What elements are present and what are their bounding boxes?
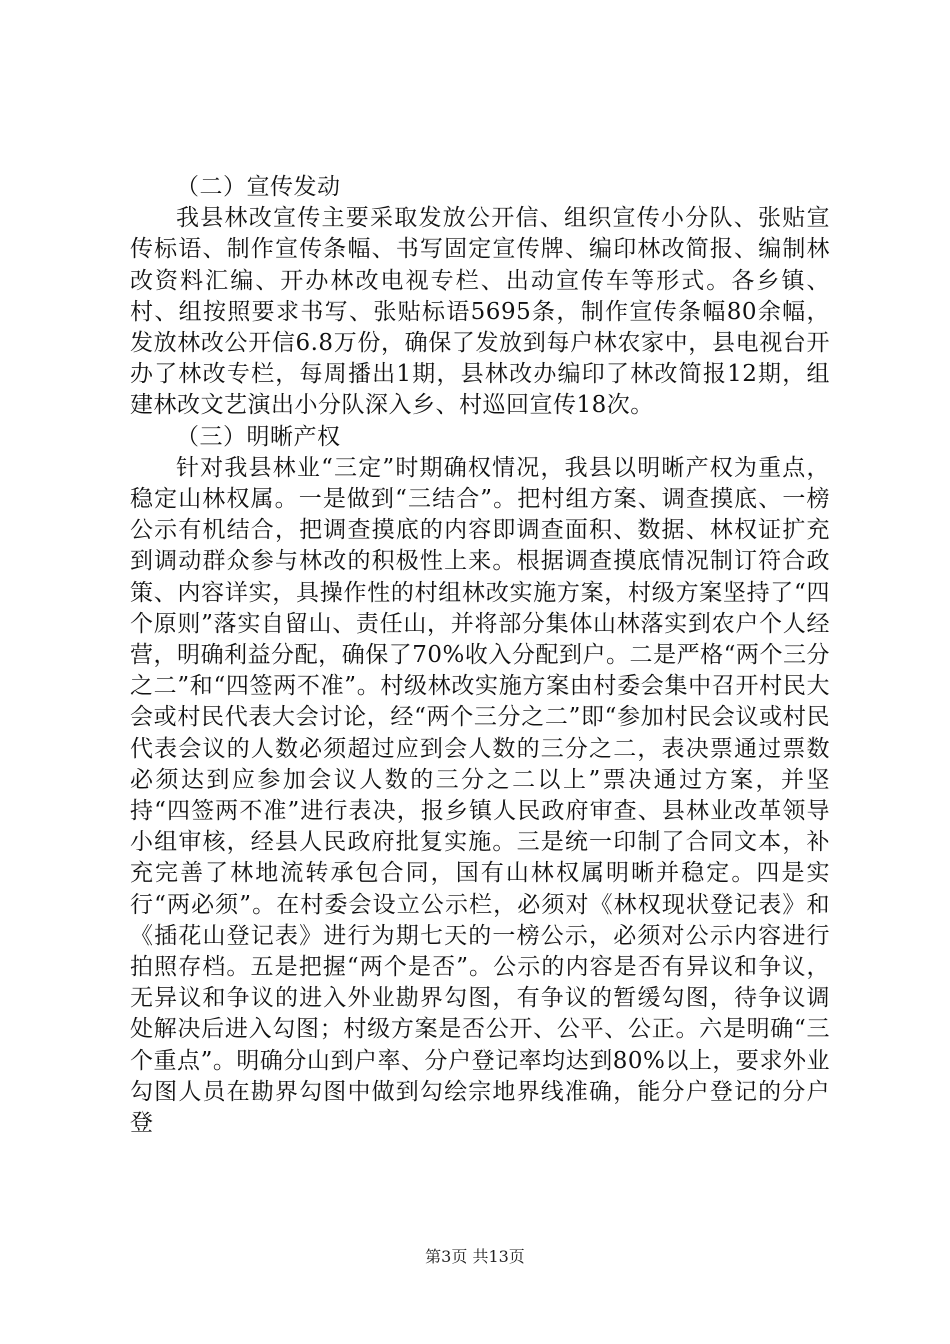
document-body xyxy=(130,172,830,1139)
page-number-footer: 第3页 共13页 xyxy=(425,1247,525,1266)
section-heading-property-rights: （三）明晰产权 xyxy=(176,423,341,450)
section-paragraph-property-rights: 针对我县林业“三定”时期确权情况，我县以明晰产权为重点，稳定山林权属。一是做到“三结合”。把村组方案、调查摸底、一榜公示有机结合，把调查摸底的内容即调查面积、数据、林权证扩充到调动群众参与林改的积极性上来。根据调查摸底情况制订符合政策、内容详实，具操作性的村组林改实施方案，村级方案坚持了“四个原则”落实自留山、责任山，并将部分集体山林落实到农户个人经营，明确利益分配，确保了70%收入分配到户。二是严格“两个三分之二”和“四签两不准”。村级林改实施方案由村委会集中召开村民大会或村民代表大会讨论，经“两个三分之二”即“参加村民会议或村民代表会议的人数必须超过应到会人数的三分之二，表决票通过票数必须达到应参加会议人数的三分之二以上”票决通过方案，并坚持“四签两不准”进行表决，报乡镇人民政府审查、县林业改革领导小组审核，经县人民政府批复实施。三是统一印制了合同文本，补充完善了林地流转承包合同，国有山林权属明晰并稳定。四是实行“两必须”。在村委会设立公示栏，必须对《林权现状登记表》和《插花山登记表》进行为期七天的一榜公示，必须对公示内容进行拍照存档。五是把握“两个是否”。公示的内容是否有异议和争议，无异议和争议的进入外业勘界勾图，有争议的暂缓勾图，待争议调处解决后进入勾图；村级方案是否公开、公平、公正。六是明确“三个重点”。明确分山到户率、分户登记率均达到80%以上，要求外业勾图人员在勘界勾图中做到勾绘宗地界线准确，能分户登记的分户登 xyxy=(130,454,830,1137)
section-paragraph-publicity: 我县林改宣传主要采取发放公开信、组织宣传小分队、张贴宣传标语、制作宣传条幅、书写固定宣传牌、编印林改简报、编制林改资料汇编、开办林改电视专栏、出动宣传车等形式。各乡镇、村、组按照要求书写、张贴标语5695条，制作宣传条幅80余幅，发放林改公开信6.8万份，确保了发放到每户林农家中，县电视台开办了林改专栏，每周播出1期，县林改办编印了林改简报12期，组建林改文艺演出小分队深入乡、村巡回宣传18次。 xyxy=(130,205,830,419)
section-heading-publicity: （二）宣传发动 xyxy=(176,174,341,200)
